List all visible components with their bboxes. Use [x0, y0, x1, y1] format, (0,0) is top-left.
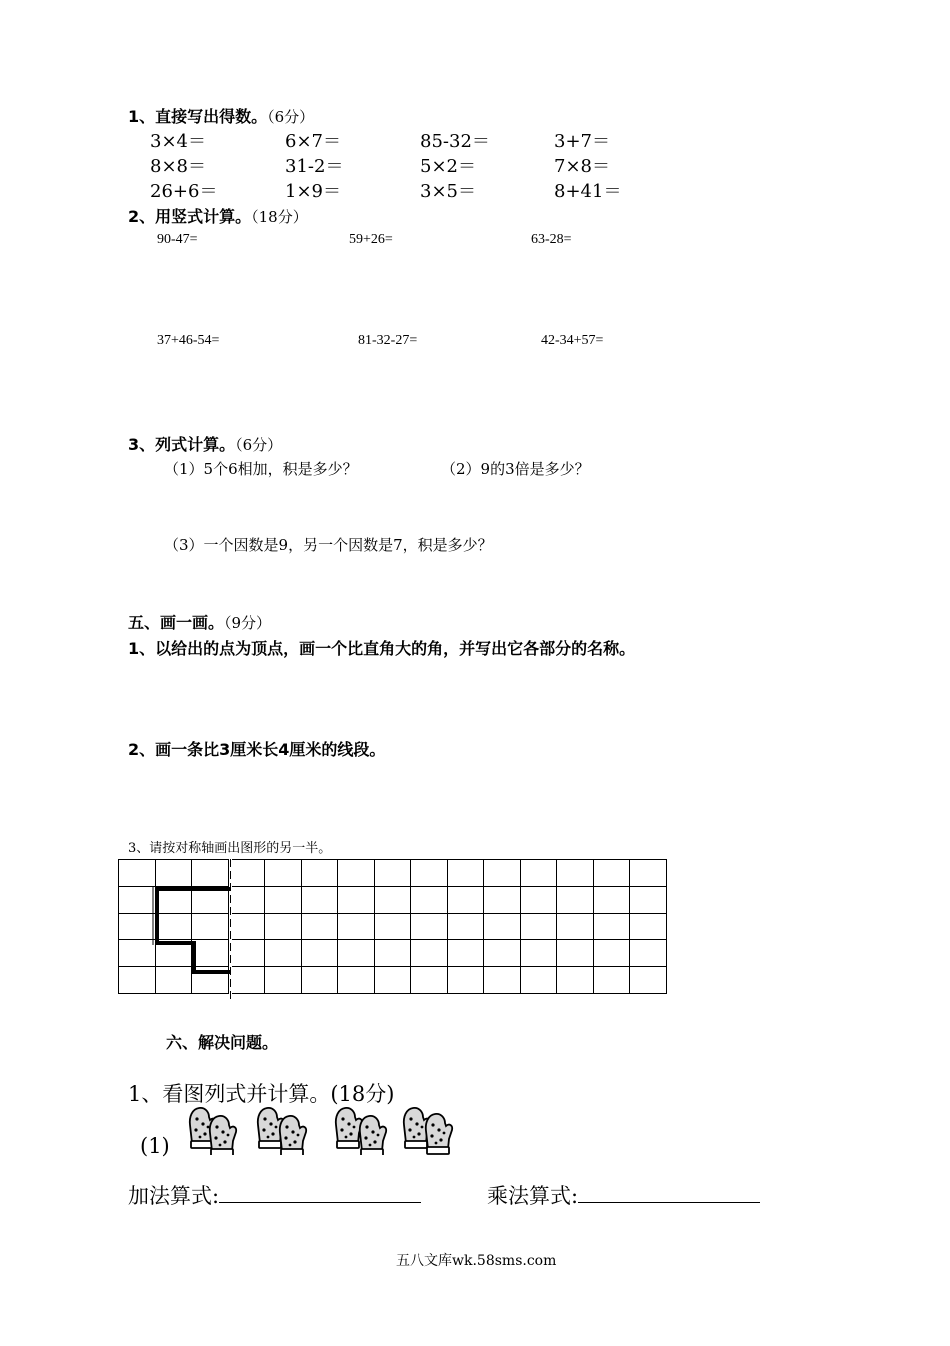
section2-title: 2、用竖式计算。: [128, 207, 252, 226]
calc-item: 3×4＝: [150, 131, 206, 152]
calc-item: 6×7＝: [285, 131, 341, 152]
multiplication-label: 乘法算式:: [487, 1184, 579, 1208]
calc-item: 8+41＝: [554, 181, 622, 202]
section1-points: （6分）: [267, 108, 315, 126]
word-problem-3: （3）一个因数是9，另一个因数是7，积是多少？: [164, 536, 493, 554]
calc-item: 3×5＝: [420, 181, 476, 202]
mitten-pair-icon: [336, 1108, 386, 1155]
calc-item: 3+7＝: [554, 131, 610, 152]
calc-item: 7×8＝: [554, 156, 610, 177]
vertical-calc: 63-28=: [531, 232, 572, 247]
problem-heading: 1、看图列式并计算。(18分): [128, 1082, 395, 1106]
vertical-calc: 59+26=: [349, 232, 393, 247]
section5-points: （9分）: [224, 614, 272, 632]
draw-question-2: 2、画一条比3厘米长4厘米的线段。: [128, 740, 386, 759]
mittens-illustration: [186, 1103, 466, 1155]
problem-label: (1): [140, 1134, 170, 1158]
symmetry-figure: [118, 859, 683, 1001]
mitten-pair-icon: [404, 1108, 452, 1154]
section3-heading: [128, 432, 282, 455]
multiplication-answer-line[interactable]: [578, 1182, 760, 1203]
footer-watermark: 五八文库wk.58sms.com: [396, 1253, 557, 1269]
word-problem-2: （2）9的3倍是多少？: [441, 460, 590, 478]
section3-title: 3、列式计算。: [128, 435, 236, 454]
calc-item: 8×8＝: [150, 156, 206, 177]
section2-points: （18分）: [251, 208, 308, 226]
addition-formula: [128, 1180, 421, 1210]
vertical-calc: 37+46-54=: [157, 333, 220, 348]
mitten-pair-icon: [190, 1108, 236, 1155]
section1-title: 1、直接写出得数。: [128, 107, 268, 126]
draw-question-3: 3、请按对称轴画出图形的另一半。: [128, 841, 332, 856]
calc-item: 31-2＝: [285, 156, 344, 177]
section3-points: （6分）: [235, 436, 283, 454]
calc-item: 26+6＝: [150, 181, 218, 202]
section5-title: 五、画一画。: [128, 613, 225, 632]
half-shape: [157, 889, 231, 972]
draw-question-1: 1、以给出的点为顶点，画一个比直角大的角，并写出它各部分的名称。: [128, 639, 636, 658]
vertical-calc: 81-32-27=: [358, 333, 418, 348]
calc-item: 85-32＝: [420, 131, 490, 152]
addition-answer-line[interactable]: [219, 1182, 421, 1203]
section2-heading: [128, 204, 308, 227]
calc-item: 5×2＝: [420, 156, 476, 177]
addition-label: 加法算式:: [128, 1184, 220, 1208]
section5-heading: [128, 610, 271, 633]
word-problem-1: （1）5个6相加，积是多少？: [164, 460, 358, 478]
vertical-calc: 90-47=: [157, 232, 198, 247]
section6-heading: 六、解决问题。: [166, 1033, 279, 1052]
multiplication-formula: [487, 1180, 760, 1210]
calc-item: 1×9＝: [285, 181, 341, 202]
mitten-pair-icon: [258, 1108, 306, 1155]
section1-heading: [128, 104, 314, 127]
vertical-calc: 42-34+57=: [541, 333, 604, 348]
